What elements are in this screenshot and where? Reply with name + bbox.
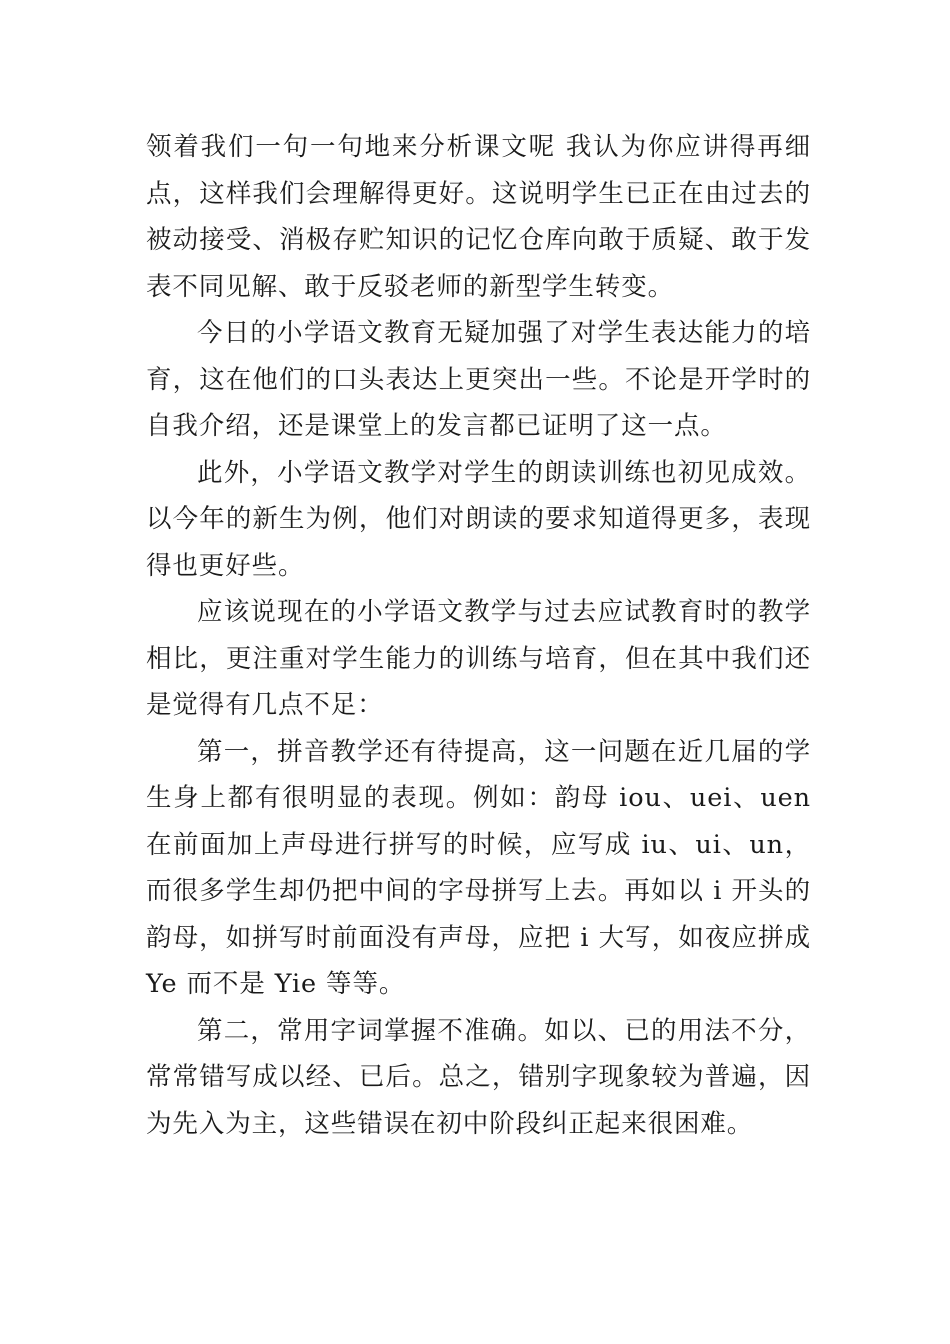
paragraph-continued: 领着我们一句一句地来分析课文呢 我认为你应讲得再细点，这样我们会理解得更好。这说明学生已正在由过去的被动接受、消极存贮知识的记忆仓库向敢于质疑、敢于发表不同见解、敢于反驳老师的新型学生转变。 bbox=[146, 132, 811, 302]
paragraph-expression-ability: 今日的小学语文教育无疑加强了对学生表达能力的培育，这在他们的口头表达上更突出一些。不论是开学时的自我介绍，还是课堂上的发言都已证明了这一点。 bbox=[146, 318, 811, 441]
document-body bbox=[146, 124, 811, 1147]
paragraph-point-two-characters: 第二，常用字词掌握不准确。如以、已的用法不分，常常错写成以经、已后。总之，错别字现象较为普遍，因为先入为主，这些错误在初中阶段纠正起来很困难。 bbox=[146, 1015, 811, 1139]
paragraph-reading-training: 此外，小学语文教学对学生的朗读训练也初见成效。以今年的新生为例，他们对朗读的要求知道得更多，表现得也更好些。 bbox=[146, 457, 811, 581]
paragraph-shortcomings-intro: 应该说现在的小学语文教学与过去应试教育时的教学相比，更注重对学生能力的训练与培育，但在其中我们还是觉得有几点不足： bbox=[146, 597, 811, 720]
paragraph-point-one-pinyin: 第一，拼音教学还有待提高，这一问题在近几届的学生身上都有很明显的表现。例如：韵母 iou、uei、uen 在前面加上声母进行拼写的时候，应写成 iu、ui、un，而很多学生却仍把中间的字母拼写上去。再如以 i 开头的韵母，如拼写时前面没有声母，应把 i 大写，如夜应拼成 Ye 而不是 Yie 等等。 bbox=[146, 736, 811, 999]
